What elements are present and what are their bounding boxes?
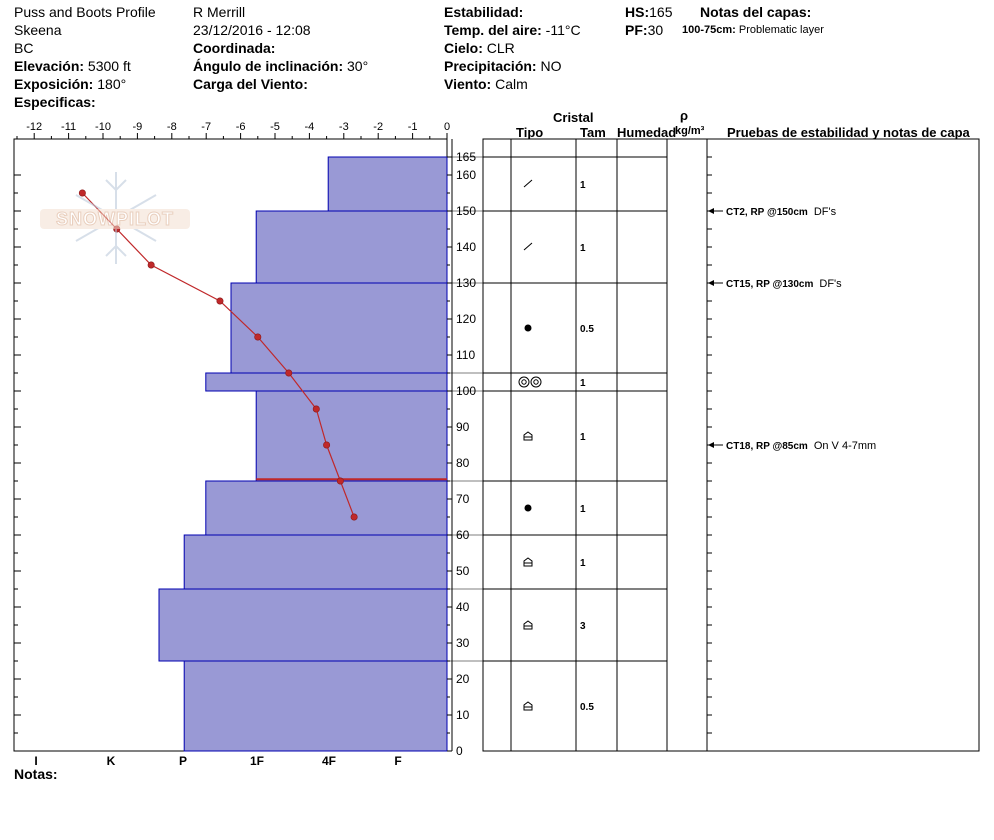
sky-value: CLR [486,40,515,56]
left-height-ticks [14,175,21,751]
wind-value: Calm [495,76,528,92]
layer-bar [231,283,447,373]
height-tick-label: 60 [456,528,470,542]
wind-label: Viento: [444,76,492,92]
temperature-point [313,406,319,412]
temp-tick-label: -3 [338,121,349,133]
layer-bar [184,661,447,751]
height-tick-label: 90 [456,420,470,434]
crystal-rounded-icon [525,505,532,512]
height-tick-label: 140 [456,240,477,254]
air-temp-label: Temp. del aire: [444,22,542,38]
aspect-label: Exposición: [14,76,94,92]
height-tick-label: 100 [456,384,477,398]
height-tick-label: 160 [456,168,477,182]
crystal-header: Cristal [553,110,594,125]
temperature-point [286,370,292,376]
crystal-decomposing-icon [524,243,532,250]
tests-header: Pruebas de estabilidad y notas de capa [727,125,970,140]
test-label [726,278,842,290]
layer-notes-label: Notas del capas: [700,4,812,20]
crystal-rounded-icon [525,325,532,332]
temp-tick-label: -6 [235,121,246,133]
hardness-axis [34,754,401,768]
crystal-ring-inner [522,380,526,384]
wind-load-label: Carga del Viento: [193,76,308,92]
test-note: DF's [813,206,837,218]
stability-label: Estabilidad: [444,4,524,20]
layer-bar [256,211,447,283]
temp-tick-label: -9 [132,121,143,133]
aspect-value: 180° [97,76,127,92]
height-tick-label: 70 [456,492,470,506]
crystal-outline [524,621,532,629]
slope-label: Ángulo de inclinación: [193,58,344,74]
specifics-label: Especificas: [14,94,96,110]
crystal-size: 1 [580,558,586,569]
hardness-label: 4F [321,754,337,768]
temperature-point [351,514,357,520]
layer-bar [159,589,447,661]
snowpilot-watermark [40,172,190,264]
layer-table [447,139,979,751]
temperature-point [79,190,85,196]
temperature-point [337,478,343,484]
temperature-point [255,334,261,340]
temp-tick-label: -12 [26,121,43,133]
observer-name: R Merrill [193,4,246,20]
temp-tick-label: -1 [407,121,418,133]
test-note: On V 4-7mm [813,440,877,452]
temp-tick-label: -10 [95,121,111,133]
crystal-size: 3 [580,621,586,632]
height-tick-label: 0 [456,744,463,758]
hardness-label: I [34,754,38,768]
height-tick-label: 40 [456,600,470,614]
layer-note-text: Problematic layer [738,24,824,36]
layer-bar [328,157,447,211]
height-tick-label: 50 [456,564,470,578]
test-arrow-head [708,280,714,286]
temp-tick-label: -8 [166,121,177,133]
crystal-size: 1 [580,432,586,443]
crystal-ring [519,377,529,387]
test-label [726,206,837,218]
height-tick-label: 20 [456,672,470,686]
temp-tick-label: -5 [270,121,280,133]
pf-value: 30 [647,22,664,38]
stability-test [708,440,876,452]
air-temp-value: -11°C [545,22,581,38]
height-tick-label: 165 [456,150,477,164]
test-arrow-head [708,208,714,214]
crystal-decomposing-icon [524,180,532,187]
height-tick-label: 150 [456,204,477,218]
crystal-depth-hoar-icon [524,702,532,710]
test-result: CT2, RP @150cm [726,207,808,218]
crystal-ring [531,377,541,387]
pf-label: PF: [625,22,648,38]
test-label [726,440,876,452]
test-result: CT18, RP @85cm [726,441,808,452]
crystal-outline [524,432,532,440]
crystal-size: 0.5 [580,324,594,335]
crystal-size: 1 [580,504,586,515]
test-arrow-head [708,442,714,448]
hs-label: HS: [625,4,650,20]
crystal-stroke [524,180,532,187]
precip-value: NO [540,58,562,74]
coord-label: Coordinada: [193,40,276,56]
hardness-label: K [106,754,116,768]
elevation-label: Elevación: [14,58,85,74]
crystal-size: 1 [580,180,586,191]
temperature-point [148,262,154,268]
watermark-text: SNOWPILOT [56,209,174,229]
layer-bar [206,373,447,391]
height-tick-label: 120 [456,312,477,326]
crystal-dot [525,505,532,512]
temp-tick-label: -11 [61,121,77,133]
temp-tick-label: -7 [201,121,212,133]
size-header: Tam [580,125,606,140]
crystal-ring-inner [534,380,538,384]
profile-name: Puss and Boots Profile [14,4,156,20]
temp-tick-label: -4 [304,121,315,133]
slope-value: 30° [347,58,369,74]
observation-datetime: 23/12/2016 - 12:08 [193,22,311,38]
crystal-size: 0.5 [580,702,594,713]
temperature-point [323,442,329,448]
crystal-dot [525,325,532,332]
layer-bar [184,535,447,589]
stability-test [708,206,837,218]
height-tick-label: 110 [456,348,476,362]
hs-value: 165 [649,4,673,20]
crystal-depth-hoar-icon [524,621,532,629]
temperature-point [217,298,223,304]
stability-test [708,278,842,290]
height-tick-label: 30 [456,636,470,650]
range-name: Skeena [14,22,62,38]
crystal-outline [524,702,532,710]
height-tick-label: 10 [456,708,470,722]
hardness-label: 1F [249,754,265,768]
precip-label: Precipitación: [444,58,537,74]
temp-axis [17,121,450,139]
height-tick-label: 80 [456,456,470,470]
layer-bar [206,481,447,535]
test-result: CT15, RP @130cm [726,279,814,290]
temp-tick-label: -2 [373,121,384,133]
crystal-size: 1 [580,378,586,389]
crystal-size: 1 [580,243,586,254]
notes-label: Notas: [14,766,58,782]
temp-tick-label: 0 [443,121,451,133]
region-name: BC [14,40,34,56]
height-axis [447,139,476,758]
hardness-label: F [394,754,402,768]
crystal-surface-hoar-icon [519,377,541,387]
hardness-label: P [178,754,188,768]
density-unit: kg/m³ [675,125,705,137]
elevation-value: 5300 ft [87,58,131,74]
height-tick-label: 130 [456,276,477,290]
density-symbol: ρ [680,108,689,123]
crystal-depth-hoar-icon [524,432,532,440]
layer-bar [256,391,447,481]
moisture-header: Humedad [617,125,677,140]
layer-note-range: 100-75cm: [682,24,736,36]
test-note: DF's [819,278,842,290]
sky-label: Cielo: [444,40,483,56]
crystal-outline [524,558,532,566]
crystal-stroke [524,243,532,250]
type-header: Tipo [516,125,544,140]
crystal-depth-hoar-icon [524,558,532,566]
